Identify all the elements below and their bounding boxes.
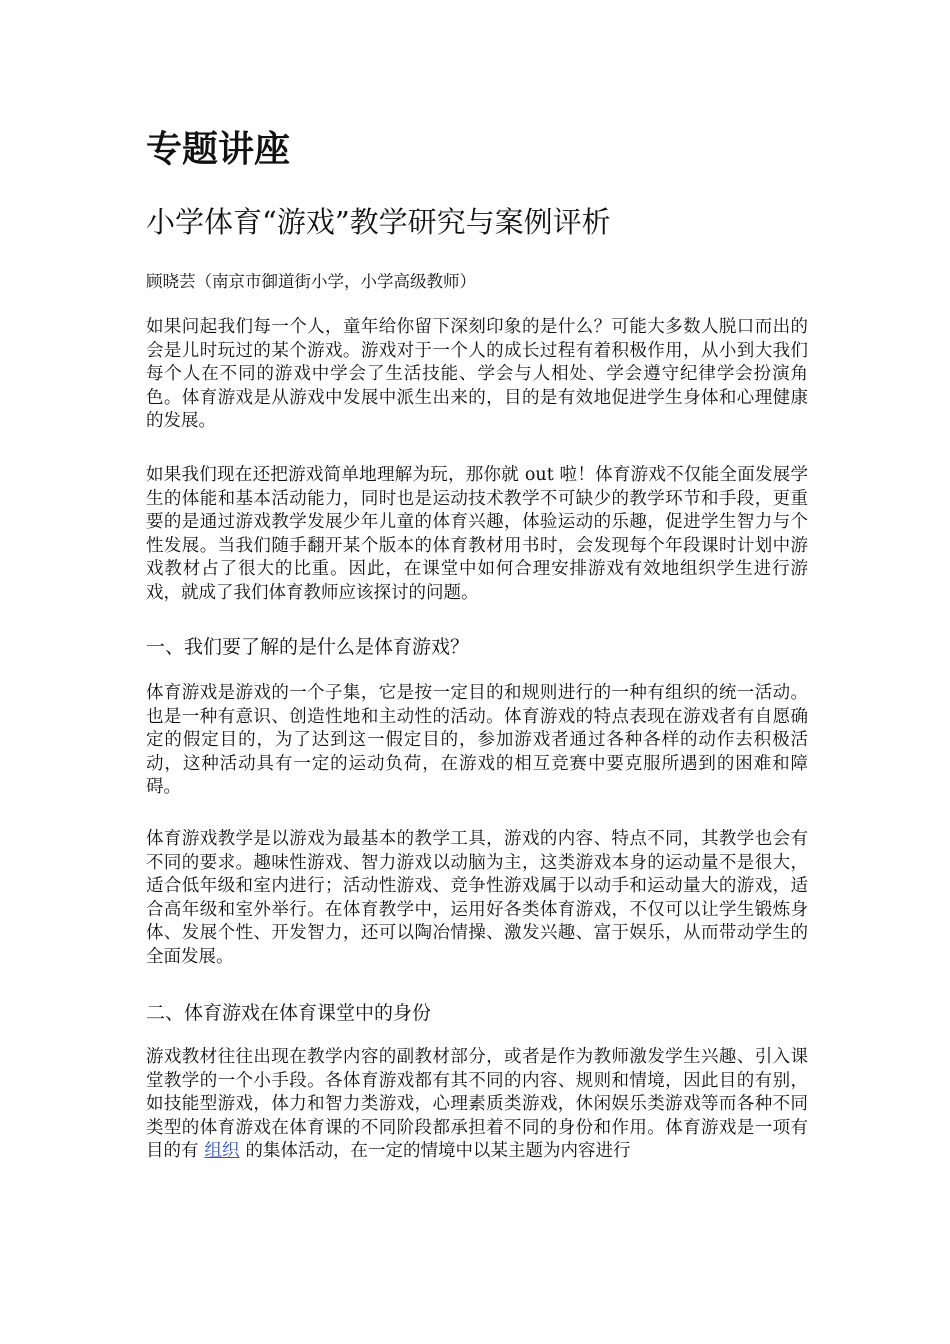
- page-title: 专题讲座: [146, 129, 291, 170]
- section-heading-1: 一、我们要了解的是什么是体育游戏？: [146, 636, 470, 658]
- paragraph-section1-2: 体育游戏教学是以游戏为最基本的教学工具，游戏的内容、特点不同，其教学也会有不同的要求。趣味性游戏、智力游戏以动脑为主，这类游戏本身的运动量不是很大，适合低年级和室内进行；活动性游戏、竞争性游戏属于以动手和运动量大的游戏，适合高年级和室外举行。在体育教学中，运用好各类体育游戏，不仅可以让学生锻炼身体、发展个性、开发智力，还可以陶冶情操、激发兴趣、富于娱乐，从而带动学生的全面发展。: [146, 829, 808, 967]
- paragraph-section2-1: [146, 1046, 808, 1164]
- author-line: 顾晓芸（南京市御道街小学，小学高级教师）: [146, 272, 476, 291]
- paragraph-text-after-link: 的集体活动，在一定的情境中以某主题为内容进行: [245, 1141, 631, 1161]
- article-title: 小学体育“游戏”教学研究与案例评析: [146, 205, 611, 239]
- section-heading-2: 二、体育游戏在体育课堂中的身份: [146, 1002, 432, 1024]
- paragraph-intro-2: 如果我们现在还把游戏简单地理解为玩，那你就 out 啦！体育游戏不仅能全面发展学生的体能和基本活动能力，同时也是运动技术教学不可缺少的教学环节和手段，更重要的是通过游戏教学发展少年儿童的体育兴趣，体验运动的乐趣，促进学生智力与个性发展。当我们随手翻开某个版本的体育教材用书时，会发现每个年段课时计划中游戏教材占了很大的比重。因此，在课堂中如何合理安排游戏有效地组织学生进行游戏，就成了我们体育教师应该探讨的问题。: [146, 465, 808, 603]
- paragraph-text-before-link: 游戏教材往往出现在教学内容的副教材部分，或者是作为教师激发学生兴趣、引入课堂教学的一个小手段。各体育游戏都有其不同的内容、规则和情境，因此目的有别，如技能型游戏，体力和智力类游戏，心理素质类游戏，休闲娱乐类游戏等而各种不同类型的体育游戏在体育课的不同阶段都承担着不同的身份和作用。体育游戏是一项有目的有: [146, 1047, 808, 1161]
- organization-link[interactable]: 组织: [204, 1141, 240, 1161]
- paragraph-section1-1: 体育游戏是游戏的一个子集，它是按一定目的和规则进行的一种有组织的统一活动。也是一种有意识、创造性地和主动性的活动。体育游戏的特点表现在游戏者有自愿确定的假定目的，为了达到这一假定目的，参加游戏者通过各种各样的动作去积极活动，这种活动具有一定的运动负荷，在游戏的相互竞赛中要克服所遇到的困难和障碍。: [146, 683, 808, 797]
- paragraph-intro-1: 如果问起我们每一个人，童年给你留下深刻印象的是什么？可能大多数人脱口而出的会是儿时玩过的某个游戏。游戏对于一个人的成长过程有着积极作用，从小到大我们每个人在不同的游戏中学会了生活技能、学会与人相处、学会遵守纪律学会扮演角色。体育游戏是从游戏中发展中派生出来的，目的是有效地促进学生身体和心理健康的发展。: [146, 317, 808, 431]
